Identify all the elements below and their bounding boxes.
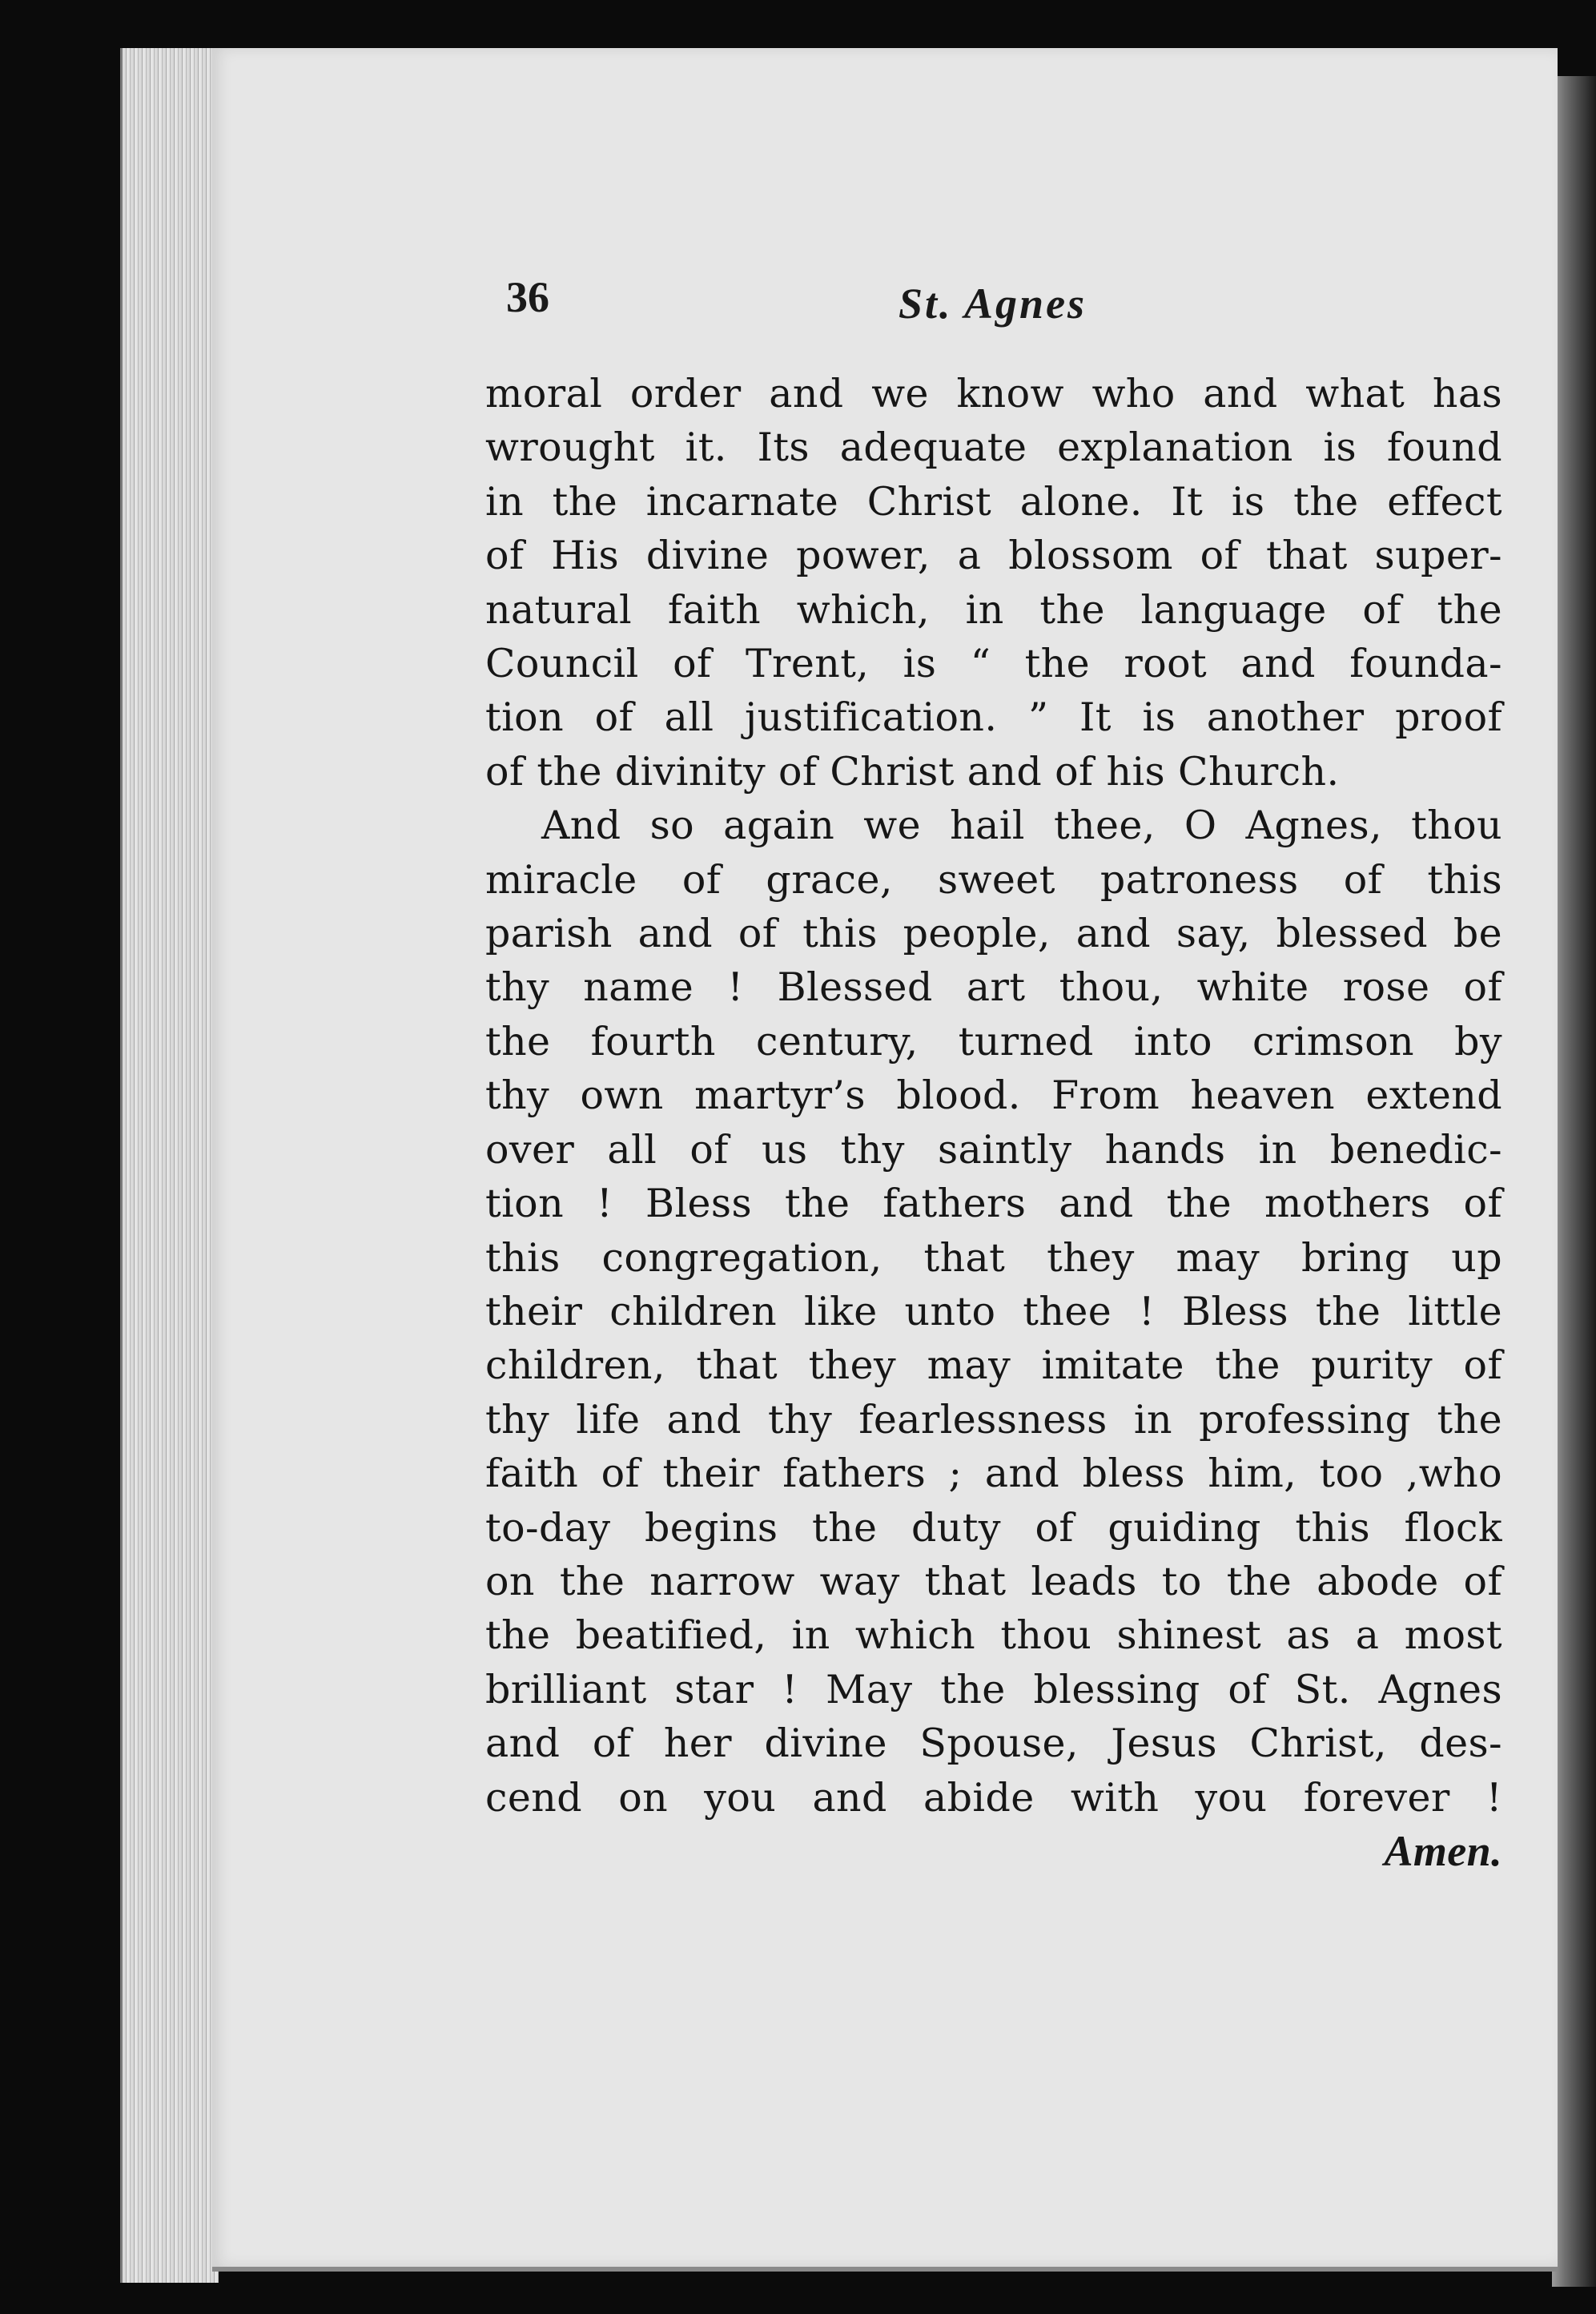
running-title: St. Agnes bbox=[899, 280, 1087, 328]
page-number: 36 bbox=[506, 273, 549, 321]
right-margin-edge bbox=[1552, 76, 1596, 2287]
text-line: this congregation, that they may bring up bbox=[485, 1234, 1502, 1281]
text-line: over all of us thy saintly hands in benedic- bbox=[485, 1126, 1502, 1173]
body-text bbox=[485, 367, 1502, 1878]
text-line: And so again we hail thee, O Agnes, thou bbox=[541, 803, 1502, 849]
text-line: of the divinity of Christ and of his Church. bbox=[485, 748, 1340, 795]
text-line: their children like unto thee ! Bless the little bbox=[485, 1288, 1502, 1334]
text-line: miracle of grace, sweet patroness of this bbox=[485, 856, 1502, 903]
text-line: faith of their fathers ; and bless him, too ,who bbox=[485, 1451, 1502, 1497]
paragraph-1 bbox=[485, 367, 1502, 799]
text-line: the beatified, in which thou shinest as a most bbox=[485, 1612, 1502, 1659]
text-line: brilliant star ! May the blessing of St. Agnes bbox=[485, 1666, 1502, 1712]
text-line: natural faith which, in the language of the bbox=[485, 586, 1502, 633]
text-line: in the incarnate Christ alone. It is the effect bbox=[485, 478, 1502, 525]
paragraph-2 bbox=[485, 799, 1502, 1825]
text-line: cend on you and abide with you forever ! bbox=[485, 1774, 1502, 1821]
text-line: children, that they may imitate the purity of bbox=[485, 1342, 1502, 1389]
text-line: thy name ! Blessed art thou, white rose of bbox=[485, 964, 1502, 1011]
text-line: parish and of this people, and say, blessed be bbox=[485, 911, 1502, 957]
signoff: Amen. bbox=[1384, 1826, 1502, 1875]
text-line: on the narrow way that leads to the abode of bbox=[485, 1558, 1502, 1604]
text-line: to-day begins the duty of guiding this flock bbox=[485, 1504, 1502, 1551]
text-line: of His divine power, a blossom of that super- bbox=[485, 533, 1502, 579]
text-line: tion of all justification. ” It is another proof bbox=[485, 694, 1502, 741]
running-head bbox=[506, 272, 1563, 336]
text-line: thy own martyr’s blood. From heaven extend bbox=[485, 1072, 1502, 1119]
text-line: the fourth century, turned into crimson by bbox=[485, 1018, 1502, 1064]
text-line: moral order and we know who and what has bbox=[485, 371, 1502, 417]
page-stack-edges bbox=[120, 48, 219, 2283]
text-line: thy life and thy fearlessness in professing the bbox=[485, 1396, 1502, 1443]
text-line: wrought it. Its adequate explanation is found bbox=[485, 425, 1502, 471]
text-line: tion ! Bless the fathers and the mothers of bbox=[485, 1181, 1502, 1227]
text-line: and of her divine Spouse, Jesus Christ, des- bbox=[485, 1720, 1502, 1767]
text-line: Council of Trent, is “ the root and founda- bbox=[485, 641, 1502, 687]
